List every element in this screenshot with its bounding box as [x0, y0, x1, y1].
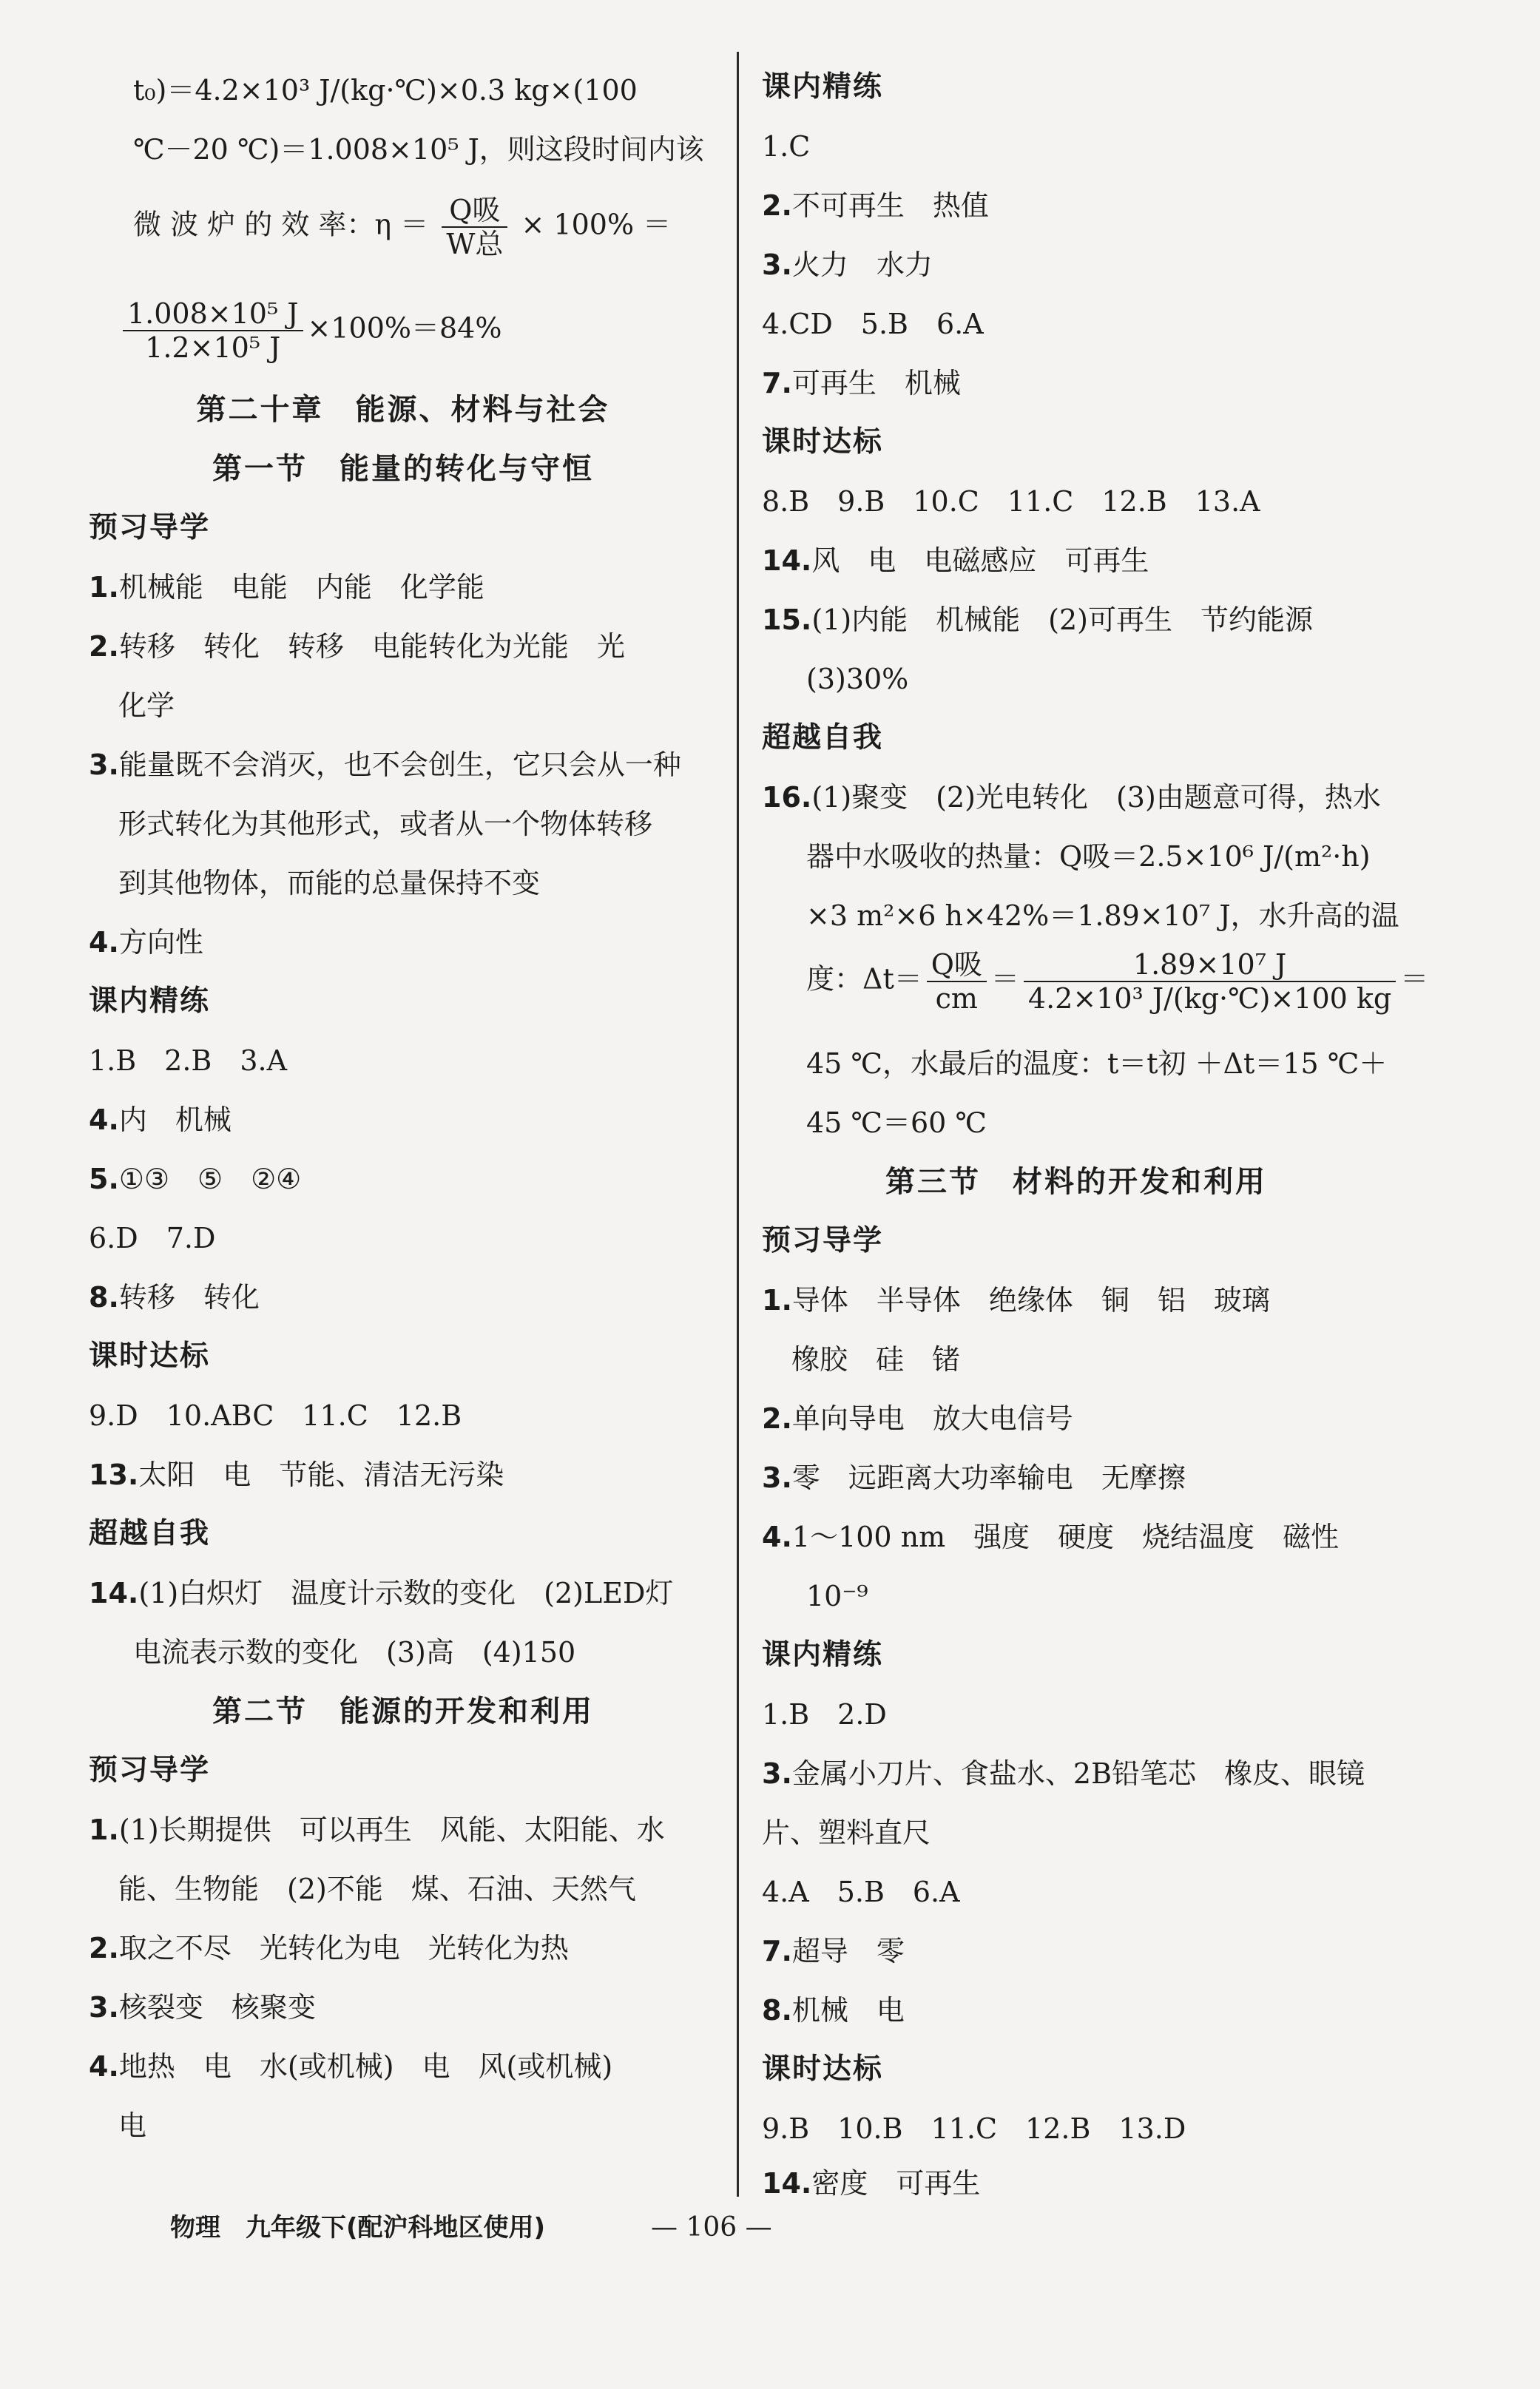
fraction: $\frac{\text{Q吸}}{cm}$: [927, 948, 987, 1015]
answer-line: 1.B 2.B 3.A: [89, 1044, 288, 1077]
answer-line: 9.B 10.B 11.C 12.B 13.D: [762, 2112, 1186, 2145]
heading-preview: 预习导学: [89, 1754, 211, 1787]
heading-standard: 课时达标: [762, 425, 884, 459]
answer-line: 15.(1)内能 机械能 (2)可再生 节约能源: [762, 604, 1313, 636]
fraction: $\frac{\text{1.008×10⁵ J}}{\text{1.2×10⁵ J}}$: [123, 297, 303, 364]
answer-line: 1.导体 半导体 绝缘体 铜 铝 玻璃: [762, 1284, 1270, 1317]
fraction: $\frac{\text{1.89×10⁷ J}}{\text{4.2×10³ J/(kg·℃)×100 kg}}$: [1024, 948, 1396, 1015]
answer-line: 3.金属小刀片、食盐水、2B铅笔芯 橡皮、眼镜: [762, 1757, 1365, 1790]
answer-line: 45 ℃＝60 ℃: [806, 1106, 987, 1139]
footer-subject: 物理 九年级下(配沪科地区使用): [170, 2213, 546, 2243]
section-title: 第三节 材料的开发和利用: [885, 1165, 1267, 1199]
answer-line: 14.风 电 电磁感应 可再生: [762, 544, 1149, 577]
answer-line: 5.①③ ⑤ ②④: [89, 1163, 302, 1195]
formula-continuation: t₀)＝4.2×10³ J/(kg·℃)×0.3 kg×(100: [133, 74, 638, 107]
section-title: 第一节 能量的转化与守恒: [212, 452, 594, 486]
answer-line: ×3 m²×6 h×42%＝1.89×10⁷ J，水升高的温: [806, 899, 1399, 932]
temperature-formula: 度：Δt＝ $\frac{\text{Q吸}}{cm}$ ＝ $\frac{\text{1.89×10⁷ J}}{\text{4.2×10³ J/(kg·℃)×100 kg}}$ ＝: [806, 948, 1429, 1015]
heading-class: 课内精练: [89, 984, 211, 1018]
efficiency-formula: 微 波 炉 的 效 率：η ＝ $\frac{\text{Q吸}}{\text{W总}}$ × 100% ＝: [133, 194, 672, 260]
answer-line: 2.不可再生 热值: [762, 189, 989, 222]
heading-preview: 预习导学: [89, 511, 211, 544]
answer-line: 13.太阳 电 节能、清洁无污染: [89, 1459, 504, 1491]
answer-line: 电: [118, 2109, 147, 2142]
page-number: — 106 —: [651, 2212, 772, 2243]
answer-line: 2.转移 转化 转移 电能转化为光能 光: [89, 630, 625, 663]
heading-standard: 课时达标: [762, 2052, 884, 2086]
heading-class: 课内精练: [762, 70, 884, 104]
answer-line: 1.(1)长期提供 可以再生 风能、太阳能、水: [89, 1814, 665, 1846]
answer-line: 4.内 机械: [89, 1104, 232, 1136]
heading-beyond: 超越自我: [89, 1517, 211, 1550]
heading-preview: 预习导学: [762, 1224, 884, 1257]
heading-class: 课内精练: [762, 1638, 884, 1672]
chapter-title: 第二十章 能源、材料与社会: [196, 393, 610, 427]
answer-line: 橡胶 硅 锗: [791, 1343, 961, 1376]
answer-line: 16.(1)聚变 (2)光电转化 (3)由题意可得，热水: [762, 781, 1381, 814]
answer-line: 3.核裂变 核聚变: [89, 1991, 316, 2024]
answer-line: 2.单向导电 放大电信号: [762, 1402, 1073, 1435]
answer-line: 7.可再生 机械: [762, 367, 961, 399]
answer-line: 10⁻⁹: [806, 1580, 868, 1612]
answer-line: 8.B 9.B 10.C 11.C 12.B 13.A: [762, 485, 1260, 518]
answer-line: 8.转移 转化: [89, 1281, 260, 1314]
answer-line: 9.D 10.ABC 11.C 12.B: [89, 1399, 462, 1432]
answer-line: 化学: [118, 689, 175, 722]
answer-line: 3.能量既不会消灭，也不会创生，它只会从一种: [89, 749, 681, 781]
answer-line: 45 ℃，水最后的温度：t＝t初 ＋Δt＝15 ℃＋: [806, 1047, 1388, 1080]
answer-line: 电流表示数的变化 (3)高 (4)150: [133, 1636, 576, 1669]
answer-line: 4.地热 电 水(或机械) 电 风(或机械): [89, 2050, 613, 2083]
heading-beyond: 超越自我: [762, 721, 884, 754]
answer-line: 4.1～100 nm 强度 硬度 烧结温度 磁性: [762, 1521, 1340, 1553]
answer-line: 形式转化为其他形式，或者从一个物体转移: [118, 808, 653, 840]
answer-line: 1.机械能 电能 内能 化学能: [89, 571, 484, 604]
formula-continuation: ℃－20 ℃)＝1.008×10⁵ J，则这段时间内该: [133, 133, 704, 166]
answer-line: (3)30%: [806, 663, 909, 695]
efficiency-result: $\frac{\text{1.008×10⁵ J}}{\text{1.2×10⁵ J}}$ ×100%＝84%: [118, 297, 501, 364]
answer-line: 6.D 7.D: [89, 1222, 216, 1254]
answer-line: 能、生物能 (2)不能 煤、石油、天然气: [118, 1873, 636, 1905]
section-title: 第二节 能源的开发和利用: [212, 1694, 594, 1729]
answer-line: 3.火力 水力: [762, 249, 933, 281]
answer-line: 4.方向性: [89, 926, 203, 959]
answer-line: 4.A 5.B 6.A: [762, 1876, 960, 1908]
column-divider: [737, 52, 739, 2197]
answer-line: 器中水吸收的热量：Q吸＝2.5×10⁶ J/(m²·h): [806, 840, 1371, 873]
answer-line: 片、塑料直尺: [762, 1817, 931, 1849]
heading-standard: 课时达标: [89, 1339, 211, 1373]
answer-line: 14.(1)白炽灯 温度计示数的变化 (2)LED灯: [89, 1577, 674, 1609]
answer-line: 1.C: [762, 130, 811, 163]
answer-line: 7.超导 零: [762, 1935, 905, 1967]
answer-line: 8.机械 电: [762, 1994, 905, 2027]
answer-line: 3.零 远距离大功率输电 无摩擦: [762, 1462, 1186, 1494]
answer-line: 2.取之不尽 光转化为电 光转化为热: [89, 1932, 569, 1964]
fraction: $\frac{\text{Q吸}}{\text{W总}}$: [442, 194, 507, 260]
answer-line: 4.CD 5.B 6.A: [762, 308, 984, 340]
answer-line: 14.密度 可再生: [762, 2167, 981, 2200]
answer-line: 1.B 2.D: [762, 1698, 887, 1731]
answer-line: 到其他物体，而能的总量保持不变: [118, 867, 541, 899]
